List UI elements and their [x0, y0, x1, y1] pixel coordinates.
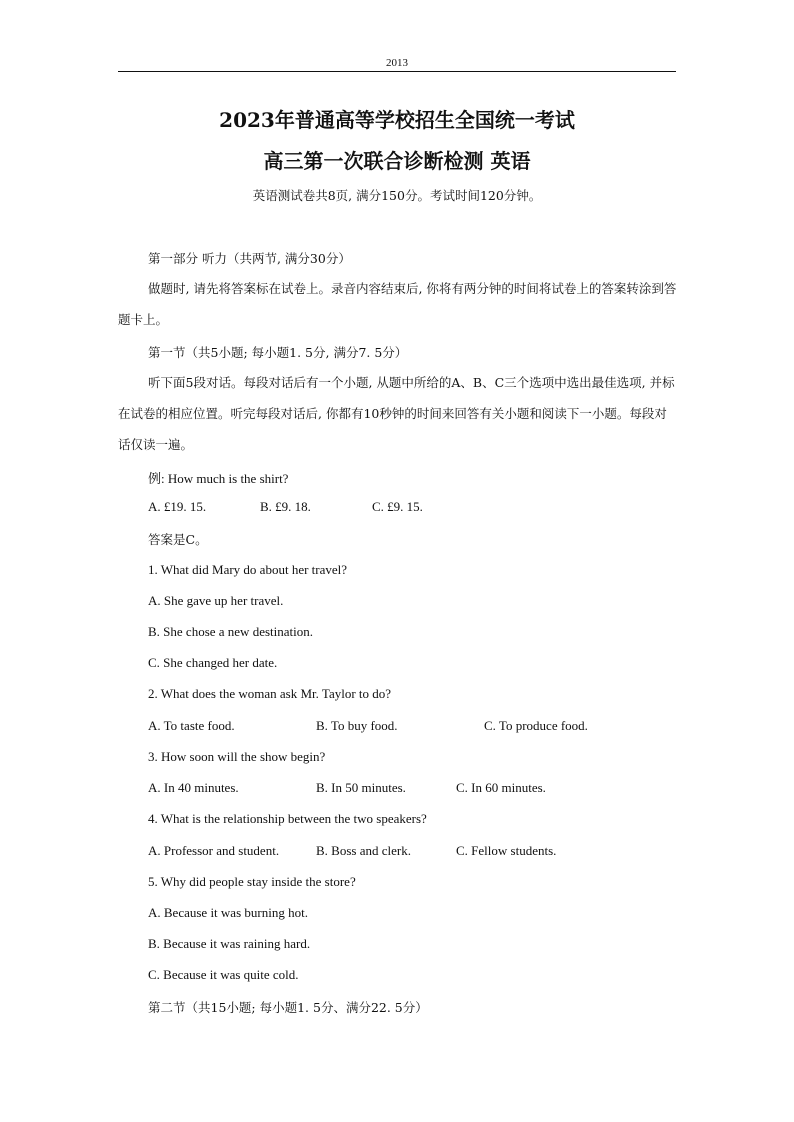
question-3-option-b: B. In 50 minutes.: [316, 780, 406, 795]
question-1-option-b: B. She chose a new destination.: [148, 624, 313, 639]
question-2-option-a: A. To taste food.: [148, 718, 235, 733]
part1-heading: 第一部分 听力（共两节, 满分30分）: [148, 251, 351, 266]
example-option-a: A. £19. 15.: [148, 499, 207, 514]
question-4-option-b: B. Boss and clerk.: [316, 843, 411, 858]
question-2: 2. What does the woman ask Mr. Taylor to do?: [148, 686, 392, 701]
example-question: 例: How much is the shirt?: [148, 471, 289, 486]
header-rule: [118, 71, 676, 72]
question-1: 1. What did Mary do about her travel?: [148, 562, 348, 577]
question-3-option-a: A. In 40 minutes.: [148, 780, 239, 795]
question-4: 4. What is the relationship between the two speakers?: [148, 811, 427, 826]
question-3-option-c: C. In 60 minutes.: [456, 780, 546, 795]
question-4-option-c: C. Fellow students.: [456, 843, 557, 858]
question-5: 5. Why did people stay inside the store?: [148, 874, 356, 889]
header-page-label: 2013: [386, 57, 408, 69]
example-option-b: B. £9. 18.: [260, 499, 311, 514]
example-answer: 答案是C。: [148, 532, 208, 547]
exam-info: 英语测试卷共8页, 满分150分。考试时间120分钟。: [252, 188, 542, 203]
example-option-c: C. £9. 15.: [372, 499, 423, 514]
question-2-option-c: C. To produce food.: [484, 718, 588, 733]
section1-instructions: 听下面5段对话。每段对话后有一个小题, 从题中所给的A、B、C三个选项中选出最佳选项, 并标在试卷的相应位置。听完每段对话后, 你都有10秒钟的时间来回答有关小题和阅读下一小题。每段对话仅读一遍。: [118, 375, 675, 452]
question-2-option-b: B. To buy food.: [316, 718, 398, 733]
question-3: 3. How soon will the show begin?: [148, 749, 326, 764]
question-1-option-a: A. She gave up her travel.: [148, 593, 284, 608]
question-4-option-a: A. Professor and student.: [148, 843, 280, 858]
question-5-option-a: A. Because it was burning hot.: [148, 905, 308, 920]
section1-heading: 第一节（共5小题; 每小题1. 5分, 满分7. 5分）: [148, 345, 408, 360]
exam-title: 2023年普通高等学校招生全国统一考试: [219, 108, 575, 132]
section2-heading: 第二节（共15小题; 每小题1. 5分、满分22. 5分）: [148, 1000, 428, 1015]
question-5-option-b: B. Because it was raining hard.: [148, 936, 311, 951]
question-5-option-c: C. Because it was quite cold.: [148, 967, 299, 982]
exam-subtitle-title: 高三第一次联合诊断检测 英语: [263, 149, 531, 173]
part1-instructions: 做题时, 请先将答案标在试卷上。录音内容结束后, 你将有两分钟的时间将试卷上的答案转涂到答题卡上。: [118, 281, 677, 327]
question-1-option-c: C. She changed her date.: [148, 655, 278, 670]
